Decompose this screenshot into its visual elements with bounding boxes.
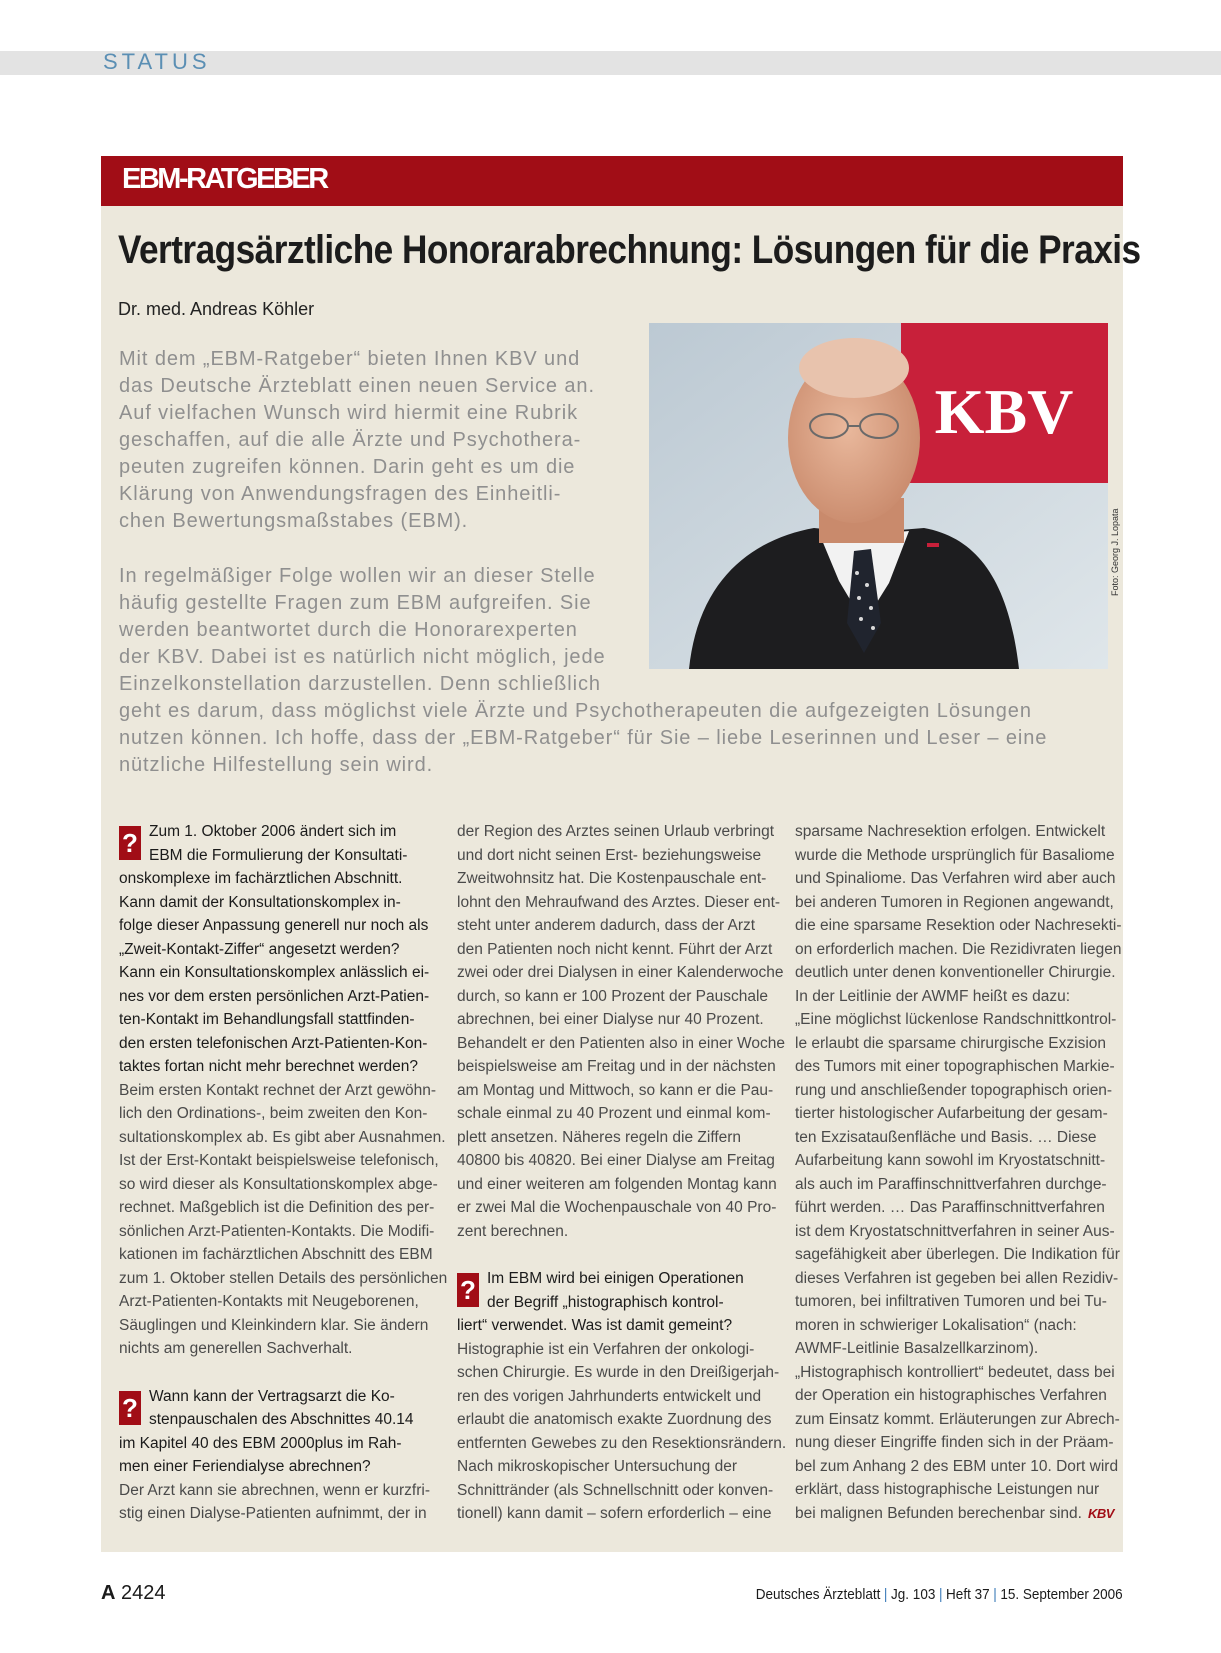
answer-text: bei malignen Befunden berechenbar sind. bbox=[795, 1504, 1082, 1522]
text-line: entfernten Gewebes zu den Resektionsrändern. bbox=[457, 1434, 787, 1452]
text-line: Ist der Erst-Kontakt beispielsweise telefonisch, bbox=[119, 1152, 439, 1169]
intro-line: geht es darum, dass möglichst viele Ärzte und Psychotherapeuten die aufgezeigten Lösungen bbox=[119, 700, 1032, 722]
text-line: AWMF-Leitlinie Basalzellkarzinom). bbox=[795, 1340, 1039, 1357]
column-3 bbox=[795, 820, 1122, 1525]
text-line: der Region des Arztes seinen Urlaub verbringt bbox=[457, 823, 775, 840]
text-line: tumoren, bei infiltrativen Tumoren und bei Tu- bbox=[795, 1293, 1107, 1310]
text-line: und einer weiteren am folgenden Montag kann bbox=[457, 1175, 777, 1193]
text-line: Im EBM wird bei einigen Operationen bbox=[487, 1270, 744, 1287]
intro-line: der KBV. Dabei ist es natürlich nicht möglich, jede bbox=[119, 646, 606, 668]
intro-line: nutzen können. Ich hoffe, dass der „EBM-Ratgeber“ für Sie – liebe Leserinnen und Leser – eine bbox=[119, 727, 1048, 749]
text-line: zum Einsatz kommt. Erläuterungen zur Abrech- bbox=[795, 1410, 1120, 1428]
answer-3 bbox=[457, 1338, 787, 1526]
text-line: bel zum Anhang 2 des EBM unter 10. Dort wird bbox=[795, 1457, 1119, 1475]
intro-line: Einzelkonstellation darzustellen. Denn schließlich bbox=[119, 673, 601, 695]
question-mark-icon: ? bbox=[119, 826, 141, 860]
journal-volume: Jg. 103 bbox=[891, 1586, 936, 1603]
text-line: plett ansetzen. Näheres regeln die Ziffern bbox=[457, 1128, 742, 1146]
text-line: stenpauschalen des Abschnittes 40.14 bbox=[149, 1411, 414, 1428]
text-line: und dort nicht seinen Erst- beziehungsweise bbox=[457, 846, 762, 864]
text-line: Der Arzt kann sie abrechnen, wenn er kurzfri- bbox=[119, 1481, 430, 1499]
text-line: tierter histologischer Aufarbeitung der gesam- bbox=[795, 1105, 1108, 1122]
text-line: Säuglingen und Kleinkindern klar. Sie ändern bbox=[119, 1316, 429, 1334]
text-line: durch, so kann er 100 Prozent der Pauschale bbox=[457, 987, 769, 1005]
author-photo bbox=[649, 323, 1108, 669]
text-line: schale einmal zu 40 Prozent und einmal kom- bbox=[457, 1105, 771, 1122]
text-line: führt werden. … Das Paraffinschnittverfahren bbox=[795, 1199, 1105, 1216]
question-mark-icon: ? bbox=[119, 1391, 141, 1425]
text-line: die eine sparsame Resektion oder Nachresekti- bbox=[795, 917, 1122, 934]
text-line: Histographie ist ein Verfahren der onkologi- bbox=[457, 1340, 755, 1358]
text-line: rechnet. Maßgeblich ist die Definition des per- bbox=[119, 1199, 435, 1216]
answer-1 bbox=[119, 1079, 448, 1361]
text-line: Nach mikroskopischer Untersuchung der bbox=[457, 1458, 737, 1475]
text-line: sparsame Nachresektion erfolgen. Entwickelt bbox=[795, 823, 1106, 840]
text-line: Schnittränder (als Schnellschnitt oder konven- bbox=[457, 1481, 774, 1499]
text-line: im Kapitel 40 des EBM 2000plus im Rah- bbox=[119, 1434, 402, 1452]
text-line: beispielsweise am Freitag und in der nächsten bbox=[457, 1058, 776, 1075]
text-line: ten-Kontakt im Behandlungsfall stattfinden- bbox=[119, 1011, 415, 1028]
text-line: Beim ersten Kontakt rechnet der Arzt gewöhn- bbox=[119, 1081, 437, 1099]
text-line: stig einen Dialyse-Patienten aufnimmt, der in bbox=[119, 1505, 427, 1522]
intro-line: chen Bewertungsmaßstabes (EBM). bbox=[119, 510, 469, 532]
text-line: er zwei Mal die Wochenpauschale von 40 Pro- bbox=[457, 1199, 777, 1216]
intro-line: das Deutsche Ärzteblatt einen neuen Service an. bbox=[119, 375, 595, 397]
text-line: wurde die Methode ursprünglich für Basaliome bbox=[795, 846, 1115, 864]
answer-last-line bbox=[795, 1502, 1114, 1526]
text-line: zum 1. Oktober stellen Details des persönlichen bbox=[119, 1269, 448, 1287]
text-line: Zum 1. Oktober 2006 ändert sich im bbox=[149, 823, 397, 840]
text-line: taktes fortan nicht mehr berechnet werden? bbox=[119, 1058, 418, 1075]
text-line: abrechnen, bei einer Dialyse nur 40 Prozent. bbox=[457, 1011, 764, 1028]
text-line: so wird dieser als Konsultationskomplex abge- bbox=[119, 1175, 438, 1193]
section-label: STATUS bbox=[103, 49, 211, 74]
text-line: lohnt den Mehraufwand des Arztes. Dieser ent- bbox=[457, 893, 781, 911]
text-line: nung dieser Eingriffe finden sich in der Präam- bbox=[795, 1434, 1114, 1451]
text-line: Aufarbeitung kann sowohl im Kryostatschnitt- bbox=[795, 1152, 1106, 1169]
text-line: Arzt-Patienten-Kontakts mit Neugeborenen, bbox=[119, 1293, 419, 1310]
text-line: rung und anschließender topographisch orien- bbox=[795, 1081, 1113, 1099]
intro-line: Klärung von Anwendungsfragen des Einheitli- bbox=[119, 483, 562, 505]
text-line: on erforderlich machen. Die Rezidivraten liegen bbox=[795, 940, 1122, 958]
text-line: sagefähigkeit aber überlegen. Die Indikation für bbox=[795, 1246, 1120, 1263]
text-line: erlaubt die anatomisch exakte Zuordnung des bbox=[457, 1411, 772, 1428]
text-line: Behandelt er den Patienten also in einer Woche bbox=[457, 1034, 786, 1052]
kbv-end-mark: KBV bbox=[1087, 1505, 1114, 1521]
text-line: In der Leitlinie der AWMF heißt es dazu: bbox=[795, 987, 1071, 1005]
text-line: dieses Verfahren ist gegeben bei allen Rezidiv- bbox=[795, 1269, 1119, 1287]
journal-footer: Deutsches Ärzteblatt | Jg. 103 | Heft 37 | 15. September 2006 bbox=[756, 1586, 1123, 1603]
text-line: bei anderen Tumoren in Regionen angewandt, bbox=[795, 893, 1114, 911]
text-line: le erlaubt die sparsame chirurgische Exzision bbox=[795, 1034, 1107, 1052]
answer-2-continued bbox=[457, 820, 786, 1243]
text-line: Wann kann der Vertragsarzt die Ko- bbox=[149, 1387, 395, 1405]
intro-paragraph-2 bbox=[119, 563, 624, 698]
journal-name: Deutsches Ärzteblatt bbox=[756, 1586, 881, 1603]
text-line: ren des vorigen Jahrhunderts entwickelt und bbox=[457, 1387, 762, 1405]
text-line: ist dem Kryostatschnittverfahren in seiner Aus- bbox=[795, 1222, 1115, 1240]
page-prefix: A bbox=[101, 1582, 116, 1604]
question-2 bbox=[119, 1385, 433, 1479]
question-mark-icon: ? bbox=[457, 1273, 479, 1307]
intro-paragraph-1 bbox=[119, 346, 624, 535]
text-line: und Spinaliome. Das Verfahren wird aber auch bbox=[795, 870, 1116, 887]
intro-line: geschaffen, auf die alle Ärzte und Psychothera- bbox=[119, 429, 582, 451]
answer-3-continued bbox=[795, 820, 1122, 1502]
text-line: deutlich unter denen konventioneller Chirurgie. bbox=[795, 964, 1116, 981]
column-1 bbox=[119, 820, 448, 1526]
intro-line: häufig gestellte Fragen zum EBM aufgreifen. Sie bbox=[119, 592, 592, 614]
text-line: EBM die Formulierung der Konsultati- bbox=[149, 846, 408, 864]
text-line: Zweitwohnsitz hat. Die Kostenpauschale ent- bbox=[457, 870, 767, 887]
text-line: der Begriff „histographisch kontrol- bbox=[487, 1293, 724, 1311]
intro-paragraph-2-continued bbox=[119, 698, 1114, 779]
photo-credit: Foto: Georg J. Lopata bbox=[1110, 508, 1120, 596]
article-title: Vertragsärztliche Honorarabrechnung: Lösungen für die Praxis bbox=[118, 228, 1141, 272]
page-number bbox=[101, 1582, 166, 1605]
text-line: den ersten telefonischen Arzt-Patienten-Kon- bbox=[119, 1034, 428, 1052]
intro-line: Mit dem „EBM-Ratgeber“ bieten Ihnen KBV und bbox=[119, 348, 581, 370]
text-line: kationen im fachärztlichen Abschnitt des EBM bbox=[119, 1246, 433, 1263]
text-line: schen Chirurgie. Es wurde in den Dreißigerjah- bbox=[457, 1364, 780, 1381]
text-line: ten Exzisataußenfläche und Basis. … Diese bbox=[795, 1128, 1097, 1146]
text-line: men einer Feriendialyse abrechnen? bbox=[119, 1458, 371, 1475]
text-line: liert“ verwendet. Was ist damit gemeint? bbox=[457, 1317, 733, 1334]
text-line: lich den Ordinations-, beim zweiten den Kon- bbox=[119, 1105, 428, 1122]
text-line: den Patienten noch nicht kennt. Führt der Arzt bbox=[457, 940, 773, 958]
text-line: tionell) kann damit – sofern erforderlich – eine bbox=[457, 1505, 772, 1522]
text-line: „Zweit-Kontakt-Ziffer“ angesetzt werden? bbox=[119, 940, 400, 958]
intro-line: nützliche Hilfestellung sein wird. bbox=[119, 754, 434, 776]
column-2 bbox=[457, 820, 787, 1526]
text-line: Kann ein Konsultationskomplex anlässlich ei- bbox=[119, 964, 430, 981]
journal-date: 15. September 2006 bbox=[1000, 1586, 1123, 1603]
kbv-logo-text: KBV bbox=[934, 376, 1074, 447]
text-line: onskomplexe im fachärztlichen Abschnitt. bbox=[119, 870, 403, 887]
text-line: zwei oder drei Dialysen in einer Kalenderwoche bbox=[457, 964, 784, 981]
text-line: der Operation ein histographisches Verfahren bbox=[795, 1387, 1107, 1404]
text-line: Kann damit der Konsultationskomplex in- bbox=[119, 893, 401, 911]
intro-line: werden beantwortet durch die Honorarexperten bbox=[119, 619, 578, 641]
question-3 bbox=[457, 1267, 769, 1338]
text-line: steht unter anderem dadurch, dass der Arzt bbox=[457, 917, 756, 934]
text-line: des Tumors mit einer topographischen Markie- bbox=[795, 1058, 1115, 1075]
section-tag: EBM-RATGEBER bbox=[122, 163, 327, 195]
intro-line: Auf vielfachen Wunsch wird hiermit eine Rubrik bbox=[119, 402, 578, 424]
article-author: Dr. med. Andreas Köhler bbox=[118, 299, 315, 319]
journal-issue: Heft 37 bbox=[946, 1586, 990, 1603]
text-line: zent berechnen. bbox=[457, 1222, 569, 1240]
text-line: „Histographisch kontrolliert“ bedeutet, dass bei bbox=[795, 1363, 1115, 1381]
text-line: folge dieser Anpassung generell nur noch als bbox=[119, 917, 429, 934]
text-line: sultationskomplex ab. Es gibt aber Ausnahmen. bbox=[119, 1128, 446, 1146]
text-line: sönlichen Arzt-Patienten-Kontakts. Die Modifi- bbox=[119, 1222, 435, 1240]
text-line: am Montag und Mittwoch, so kann er die Pau- bbox=[457, 1081, 774, 1099]
text-line: nichts am generellen Sachverhalt. bbox=[119, 1340, 353, 1357]
question-1 bbox=[119, 820, 433, 1079]
text-line: 40800 bis 40820. Bei einer Dialyse am Freitag bbox=[457, 1152, 775, 1169]
text-line: „Eine möglichst lückenlose Randschnittkontrol- bbox=[795, 1011, 1117, 1028]
page-number-value: 2424 bbox=[121, 1582, 166, 1604]
text-line: erklärt, dass histographische Leistungen nur bbox=[795, 1481, 1100, 1498]
text-line: nes vor dem ersten persönlichen Arzt-Patien- bbox=[119, 987, 430, 1005]
intro-line: In regelmäßiger Folge wollen wir an dieser Stelle bbox=[119, 565, 596, 587]
text-line: als auch im Paraffinschnittverfahren durchge- bbox=[795, 1175, 1107, 1193]
intro-line: peuten zugreifen können. Darin geht es um die bbox=[119, 456, 576, 478]
text-line: moren in schwieriger Lokalisation“ (nach: bbox=[795, 1316, 1077, 1334]
answer-2 bbox=[119, 1479, 433, 1526]
